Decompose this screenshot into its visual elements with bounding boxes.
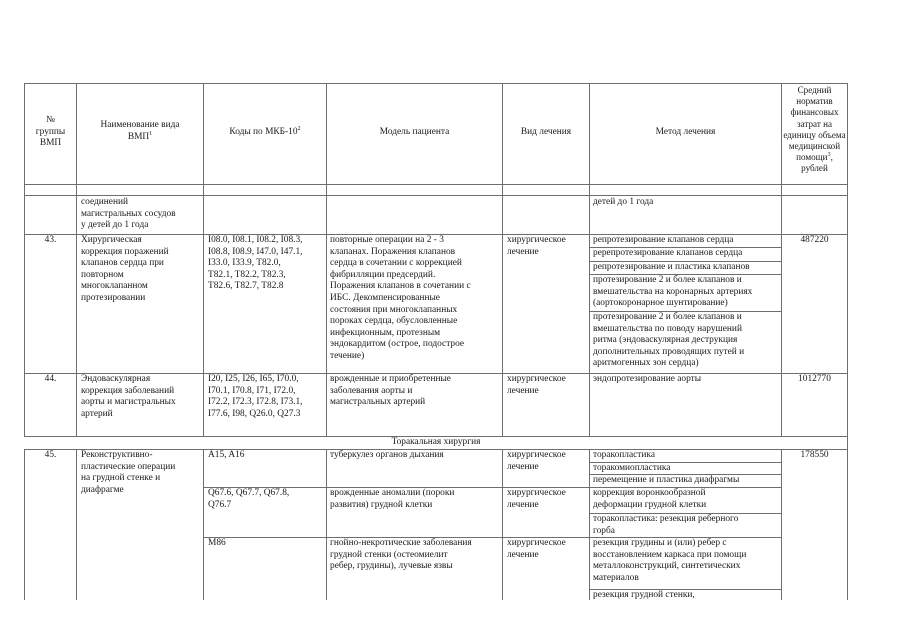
continuation-type-name: соединений магистральных сосудов у детей до 1 года bbox=[81, 197, 176, 231]
row45-sub1-method-1: торакопластика bbox=[593, 450, 655, 460]
header-type-name: Наименование вида ВМП$^1$ bbox=[100, 120, 180, 142]
blank-row-rule bbox=[24, 195, 848, 196]
col-rule bbox=[326, 449, 327, 600]
row45-sub1-icd-codes: A15, A16 bbox=[208, 450, 245, 460]
row45-cost: 178550 bbox=[800, 450, 829, 460]
section-title: Торакальная хирургия bbox=[391, 437, 481, 447]
row44-group-number: 44. bbox=[44, 374, 57, 384]
row43-icd-codes: I08.0, I08.1, I08.2, I08.3, I08.8, I08.9, I47.0, I47.1, I33.0, I33.9, T82.0, T82.1, T82.2, T82.3, T82.6, T82.7, T82.8 bbox=[208, 235, 303, 292]
row45-sub2-patient-model: врожденные аномалии (пороки развития) грудной клетки bbox=[330, 488, 455, 510]
row45-sub3-patient-model: гнойно-некротические заболевания грудной стенки (остеомиелит ребер, грудины), лучевые язвы bbox=[330, 538, 472, 572]
header-treatment-method: Метод лечения bbox=[655, 127, 716, 137]
col-rule bbox=[76, 449, 77, 600]
col-rule bbox=[781, 449, 782, 600]
row43-cost: 487220 bbox=[800, 235, 829, 245]
row44-treatment-kind: хирургическое лечение bbox=[507, 374, 566, 396]
row45-group-number: 45. bbox=[44, 450, 57, 460]
row45-sub3-method-1: резекция грудины и (или) ребер с восстановлением каркаса при помощи металлоконструкций, синтетических материалов bbox=[593, 538, 747, 583]
header-icd-codes: Коды по МКБ-$10^2$ bbox=[229, 126, 301, 137]
row45-sub2-icd-codes: Q67.6, Q67.7, Q67.8, Q76.7 bbox=[208, 488, 290, 510]
row43-method-1: репротезирование клапанов сердца bbox=[593, 235, 734, 245]
table-right-border bbox=[847, 83, 848, 600]
row44-type-name: Эндоваскулярная коррекция заболеваний аорты и магистральных артерий bbox=[81, 374, 176, 419]
header-patient-model: Модель пациента bbox=[379, 127, 450, 137]
table-left-border bbox=[24, 449, 25, 600]
row43-method-3: репротезирование и пластика клапанов bbox=[593, 262, 750, 272]
header-cost-norm: Средний норматив финансовых затрат на единицу объема медицинской помощи$^3$, рублей bbox=[783, 85, 846, 174]
row44-cost: 1012770 bbox=[798, 374, 831, 384]
header-treatment-kind: Вид лечения bbox=[520, 127, 572, 137]
row43-method-5: протезирование 2 и более клапанов и вмешательства по поводу нарушений ритма (эндоваскулярная деструкция дополнительных проводящих путей и аритмогенных зон сердца) bbox=[593, 312, 745, 369]
row44-patient-model: врожденные и приобретенные заболевания аорты и магистральных артерий bbox=[330, 374, 451, 408]
row45-type-name: Реконструктивно- пластические операции на грудной стенке и диафрагме bbox=[81, 450, 176, 495]
row44-method: эндопротезирование аорты bbox=[593, 374, 702, 384]
row43-treatment-kind: хирургическое лечение bbox=[507, 235, 566, 257]
row45-sub2-treatment-kind: хирургическое лечение bbox=[507, 488, 566, 510]
row45-sub2-method-2: торакопластика: резекция реберного горба bbox=[593, 514, 739, 536]
row43-method-4: протезирование 2 и более клапанов и вмешательства на коронарных артериях (аортокоронарное шунтирование) bbox=[593, 275, 753, 309]
header-bottom-rule bbox=[24, 184, 848, 185]
row43-patient-model: повторные операции на 2 - 3 клапанах. Поражения клапанов сердца в сочетании с коррекцией фибрилляции предсердий. Поражения клапанов в сочетании с ИБС. Декомпенсированные состояния при многоклапанных пороках сердца, обусловленные инфекционным, протезным эндокардитом (острое, подострое течение) bbox=[330, 235, 471, 361]
row45-sub1-treatment-kind: хирургическое лечение bbox=[507, 450, 566, 472]
col-rule bbox=[502, 449, 503, 600]
row45-sub1-patient-model: туберкулез органов дыхания bbox=[330, 450, 444, 460]
col-rule bbox=[589, 449, 590, 600]
row45-sub3-method-2: резекция грудной стенки, bbox=[593, 590, 695, 600]
table-top-border bbox=[24, 83, 848, 84]
header-group-number: № группы ВМП bbox=[35, 115, 66, 149]
row45-sub1-method-2: торакомиопластика bbox=[593, 463, 671, 473]
row43-method-2: ререпротезирование клапанов сердца bbox=[593, 248, 743, 258]
row43-group-number: 43. bbox=[44, 235, 57, 245]
row45-sub3-treatment-kind: хирургическое лечение bbox=[507, 538, 566, 560]
col-rule bbox=[203, 449, 204, 600]
row45-sub3-icd-codes: M86 bbox=[208, 538, 226, 548]
row45-sub2-method-1: коррекция воронкообразной деформации грудной клетки bbox=[593, 488, 707, 510]
vmp-table bbox=[24, 83, 848, 600]
continuation-method: детей до 1 года bbox=[593, 197, 654, 207]
row43-type-name: Хирургическая коррекция поражений клапанов сердца при повторном многоклапанном протезировании bbox=[81, 235, 169, 303]
row45-sub1-method-3: перемещение и пластика диафрагмы bbox=[593, 475, 740, 485]
row44-icd-codes: I20, I25, I26, I65, I70.0, I70.1, I70.8, I71, I72.0, I72.2, I72.3, I72.8, I73.1, I77.6, I98, Q26.0, Q27.3 bbox=[208, 374, 303, 419]
